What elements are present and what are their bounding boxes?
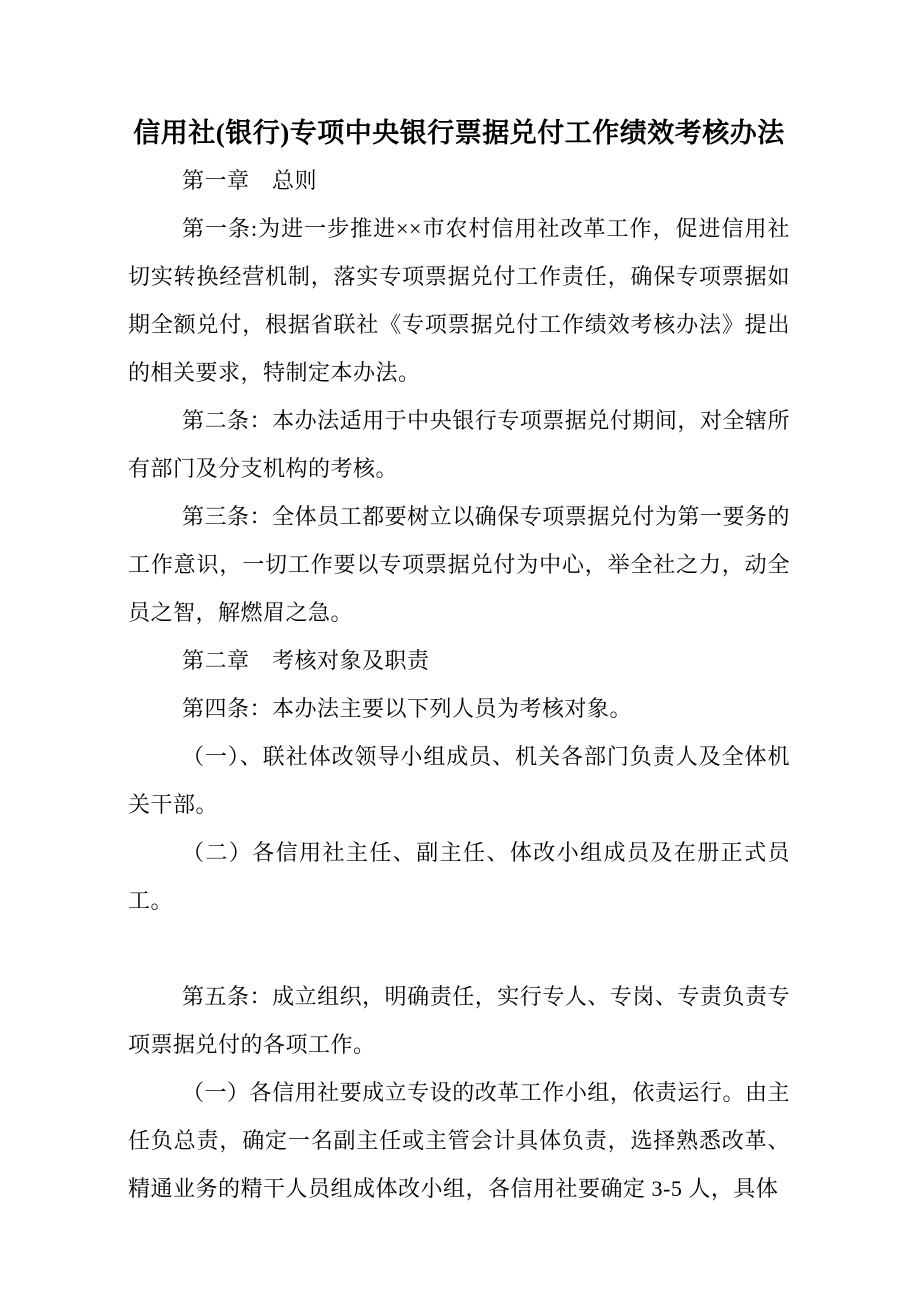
article-4-paragraph: 第四条：本办法主要以下列人员为考核对象。 [182,696,633,721]
article-2-paragraph: 第二条：本办法适用于中央银行专项票据兑付期间，对全辖所有部门及分支机构的考核。 [128,408,790,481]
chapter-1-heading: 第一章 总则 [182,168,318,193]
article-4-item-2-paragraph: （二）各信用社主任、副主任、体改小组成员及在册正式员工。 [128,840,790,913]
article-1-paragraph: 第一条:为进一步推进××市农村信用社改革工作，促进信用社切实转换经营机制，落实专项票据兑付工作责任，确保专项票据如期全额兑付，根据省联社《专项票据兑付工作绩效考核办法》提出的相关要求，特制定本办法。 [128,216,790,385]
blank-line [128,925,790,973]
article-3-paragraph: 第三条：全体员工都要树立以确保专项票据兑付为第一要务的工作意识，一切工作要以专项票据兑付为中心，举全社之力，动全员之智，解燃眉之急。 [128,504,790,625]
chapter-2-heading: 第二章 考核对象及职责 [182,648,430,673]
article-5-paragraph: 第五条：成立组织，明确责任，实行专人、专岗、专责负责专项票据兑付的各项工作。 [128,984,790,1057]
article-4-item-1-paragraph: （一）、联社体改领导小组成员、机关各部门负责人及全体机关干部。 [128,744,790,817]
article-5-item-1-paragraph: （一）各信用社要成立专设的改革工作小组，依责运行。由主任负总责，确定一名副主任或主管会计具体负责，选择熟悉改革、精通业务的精干人员组成体改小组，各信用社要确定 3-5 人，具体 [128,1080,790,1201]
document-title: 信用社(银行)专项中央银行票据兑付工作绩效考核办法 [133,118,785,148]
